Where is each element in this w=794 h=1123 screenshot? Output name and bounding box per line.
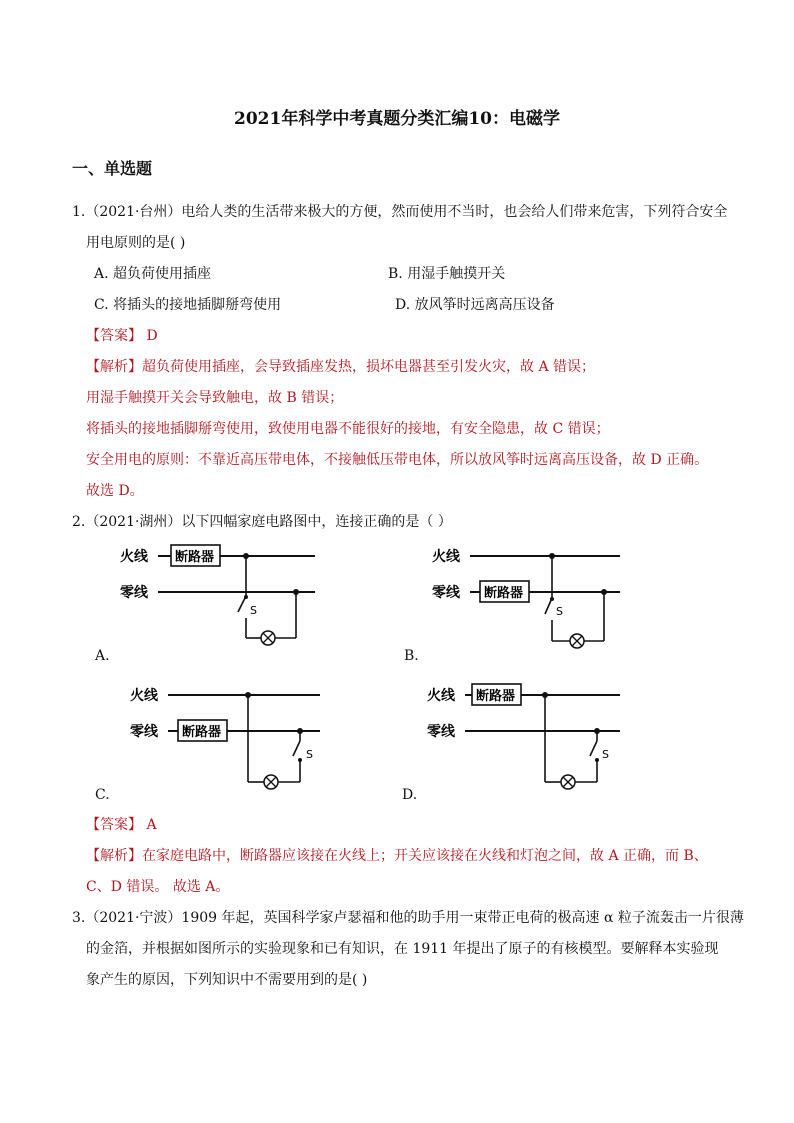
q2-option-d-label: D. [402,787,418,803]
switch-blade [293,741,300,756]
q2-analysis-line1 [86,846,708,866]
q1-option-a: A. 超负荷使用插座 [94,266,212,282]
circuit-c [130,687,320,789]
breaker-label: 断路器 [175,550,215,565]
circuit-d [427,684,620,789]
q2-option-b-label: B. [404,648,419,664]
q2-circuit-diagrams [90,536,650,816]
q1-option-d: D. 放风筝时远离高压设备 [395,297,555,313]
live-label: 火线 [432,549,460,565]
q3-stem-line3: 象产生的原因，下列知识中不需要用到的是( ) [86,972,368,988]
q2-option-a-label: A. [95,648,110,664]
q1-analysis-line5: 故选 D。 [86,483,144,499]
neutral-label: 零线 [427,724,455,740]
neutral-label: 零线 [432,585,460,601]
circuit-a [120,545,315,645]
q1-answer [86,326,158,346]
breaker-label: 断路器 [484,586,524,601]
section-title: 一、单选题 [72,159,153,178]
analysis-text: 在家庭电路中，断路器应该接在火线上；开关应该接在火线和灯泡之间，故 A 正确，而 B、 [142,848,708,864]
switch-label: S [556,605,563,618]
live-label: 火线 [427,688,455,704]
answer-tag: 【答案】 [86,328,142,344]
neutral-label: 零线 [130,724,158,740]
switch-label: S [602,748,609,761]
neutral-label: 零线 [120,585,148,601]
answer-value: A [146,817,157,833]
answer-value: D [146,328,158,344]
q3-stem-line1: 3.（2021·宁波）1909 年起，英国科学家卢瑟福和他的助手用一束带正电荷的极高速 α 粒子流轰击一片很薄 [72,910,744,926]
switch-label: S [306,748,313,761]
q2-analysis-line2: C、D 错误。 故选 A。 [86,879,230,895]
q2-option-c-label: C. [95,787,110,803]
switch-blade [590,741,597,756]
answer-tag: 【答案】 [86,817,142,833]
circuit-b [432,548,620,648]
q2-stem: 2.（2021·湖州）以下四幅家庭电路图中，连接正确的是（ ） [72,514,452,530]
analysis-tag: 【解析】 [86,359,142,375]
lamp-icon [570,634,584,648]
breaker-label: 断路器 [476,689,516,704]
q3-stem-line2: 的金箔，并根据如图所示的实验现象和已有知识，在 1911 年提出了原子的有核模型。要解释本实验现 [86,941,719,957]
lamp-icon [561,775,575,789]
q2-answer [86,815,157,835]
breaker-label: 断路器 [182,725,222,740]
q1-analysis-line2: 用湿手触摸开关会导致触电，故 B 错误； [86,390,344,406]
q1-stem-line2: 用电原则的是( ) [86,235,186,251]
q1-option-c: C. 将插头的接地插脚掰弯使用 [94,297,282,313]
switch-label: S [250,604,257,617]
page-title: 2021年科学中考真题分类汇编10：电磁学 [234,109,560,129]
live-label: 火线 [130,688,158,704]
q1-analysis-line4: 安全用电的原则：不靠近高压带电体，不接触低压带电体，所以放风筝时远离高压设备，故 D 正确。 [86,452,709,468]
lamp-icon [261,631,275,645]
live-label: 火线 [120,549,148,565]
lamp-icon [264,775,278,789]
q1-stem-line1: 1.（2021·台州）电给人类的生活带来极大的方便，然而使用不当时，也会给人们带来危害，下列符合安全 [72,204,728,220]
analysis-text: 超负荷使用插座，会导致插座发热，损坏电器甚至引发火灾，故 A 错误； [142,359,596,375]
analysis-tag: 【解析】 [86,848,142,864]
q1-option-b: B. 用湿手触摸开关 [388,266,506,282]
q1-analysis-line1 [86,357,595,377]
q1-analysis-line3: 将插头的接地插脚掰弯使用，致使用电器不能很好的接地，有安全隐患，故 C 错误； [86,421,610,437]
